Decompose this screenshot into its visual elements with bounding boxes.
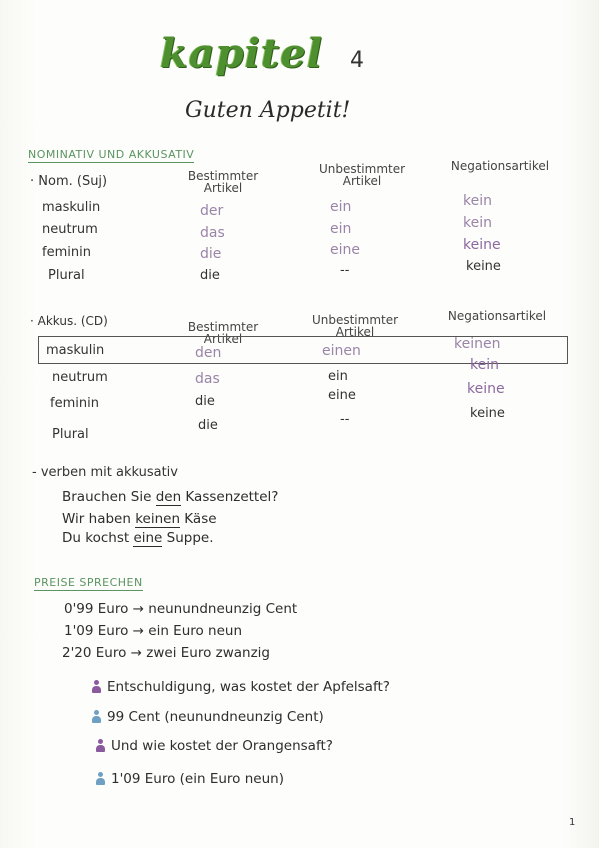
nom-unbest-neutrum: ein <box>330 221 352 237</box>
dialog-text: 99 Cent (neunundneunzig Cent) <box>107 709 324 725</box>
nom-neg-feminin: keine <box>463 237 501 253</box>
page-number: 1 <box>569 817 576 828</box>
chapter-subtitle: Guten Appetit! <box>185 98 351 123</box>
akk-unbest-feminin: eine <box>328 388 356 403</box>
akk-gender-neutrum: neutrum <box>52 370 108 385</box>
dialog-text: Und wie kostet der Orangensaft? <box>111 738 333 754</box>
verben-sentence-2 <box>62 511 217 527</box>
dialog-line-1 <box>92 679 390 695</box>
case-label-nom: · Nom. (Suj) <box>30 174 108 189</box>
nom-neg-neutrum: kein <box>463 215 492 231</box>
akk-best-neutrum: das <box>195 371 220 387</box>
person-icon <box>92 710 101 723</box>
nom-unbest-plural: -- <box>340 263 350 278</box>
akk-col-head-unbestimmter: Unbestimmter Artikel <box>311 313 399 339</box>
col-head-bestimmter: Bestimmter Artikel <box>187 169 259 195</box>
chapter-title: kapitel <box>160 30 323 77</box>
akk-best-maskulin: den <box>195 345 222 361</box>
akk-col-head-negation: Negationsartikel <box>447 309 547 323</box>
nom-best-feminin: die <box>200 246 222 262</box>
sentence-highlight: keinen <box>135 511 181 527</box>
sentence-part: Du kochst <box>62 530 134 546</box>
sentence-part: Käse <box>180 511 217 527</box>
akk-unbest-plural: -- <box>340 412 350 427</box>
akk-col-head-bestimmter: Bestimmter Artikel <box>187 320 259 346</box>
nom-best-maskulin: der <box>200 203 224 219</box>
dialog-line-3 <box>96 738 333 754</box>
akk-neg-feminin: keine <box>467 381 505 397</box>
sentence-part: Suppe. <box>162 530 214 546</box>
nom-neg-maskulin: kein <box>463 193 492 209</box>
price-line-2: 1'09 Euro → ein Euro neun <box>64 623 243 639</box>
akk-neg-plural: keine <box>470 406 505 421</box>
akk-gender-plural: Plural <box>52 427 89 442</box>
akk-best-feminin: die <box>195 394 215 409</box>
dialog-line-4 <box>96 771 284 787</box>
sentence-part: Wir haben <box>62 511 136 527</box>
case-label-akk: · Akkus. (CD) <box>30 314 108 328</box>
verben-heading: - verben mit akkusativ <box>32 465 178 480</box>
nom-neg-plural: keine <box>466 259 501 274</box>
akk-unbest-maskulin: einen <box>322 343 361 359</box>
verben-sentence-3 <box>62 530 214 546</box>
nom-gender-feminin: feminin <box>42 245 91 260</box>
sentence-part: Brauchen Sie <box>62 489 156 505</box>
sentence-part: Kassenzettel? <box>181 489 279 505</box>
akk-gender-maskulin: maskulin <box>46 343 105 358</box>
akk-best-plural: die <box>198 418 218 433</box>
akk-gender-feminin: feminin <box>50 396 99 411</box>
price-line-3: 2'20 Euro → zwei Euro zwanzig <box>62 645 270 661</box>
price-line-1: 0'99 Euro → neunundneunzig Cent <box>64 601 298 617</box>
nom-gender-maskulin: maskulin <box>42 200 101 215</box>
verben-sentence-1 <box>62 489 278 505</box>
person-icon <box>92 680 101 693</box>
section-heading-nominativ: NOMINATIV UND AKKUSATIV <box>28 148 195 161</box>
nom-best-neutrum: das <box>200 225 225 241</box>
col-head-unbestimmter: Unbestimmter Artikel <box>318 162 406 188</box>
sentence-highlight: eine <box>133 530 163 546</box>
dialog-text: Entschuldigung, was kostet der Apfelsaft? <box>107 679 390 695</box>
nom-unbest-maskulin: ein <box>330 199 352 215</box>
nom-unbest-feminin: eine <box>330 242 360 258</box>
dialog-text: 1'09 Euro (ein Euro neun) <box>111 771 284 787</box>
akk-unbest-neutrum: ein <box>328 369 348 384</box>
nom-gender-plural: Plural <box>48 268 85 283</box>
akk-neg-neutrum: kein <box>470 357 499 373</box>
person-icon <box>96 772 105 785</box>
chapter-number: 4 <box>350 48 364 73</box>
col-head-negation: Negationsartikel <box>450 159 550 173</box>
sentence-highlight: den <box>155 489 182 505</box>
nom-best-plural: die <box>200 268 220 283</box>
nom-gender-neutrum: neutrum <box>42 222 98 237</box>
akk-neg-maskulin: keinen <box>454 336 501 352</box>
section-heading-preise: PREISE SPRECHEN <box>34 576 143 589</box>
person-icon <box>96 739 105 752</box>
dialog-line-2 <box>92 709 324 725</box>
